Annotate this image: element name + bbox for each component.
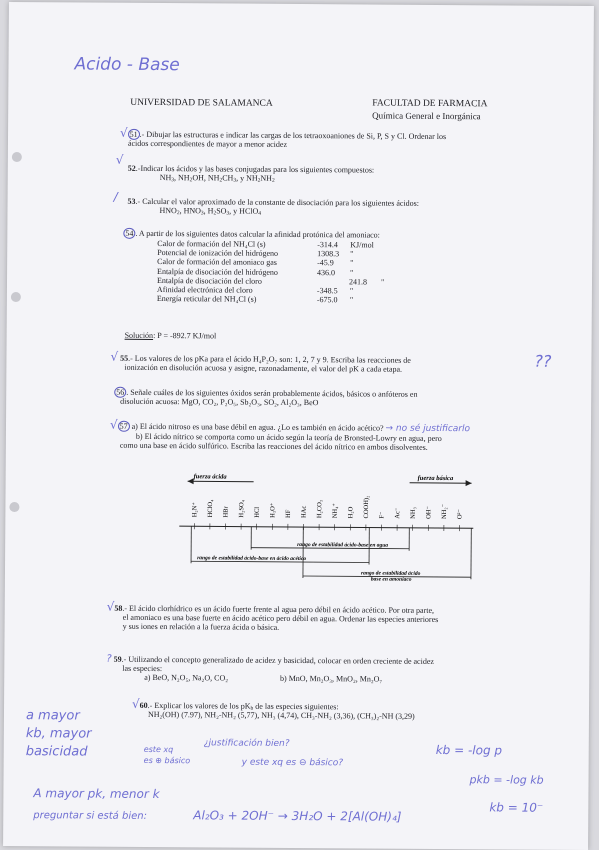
species-label: NH₃ xyxy=(410,507,417,519)
question-53: 53.- Calcular el valor aproximado de la constante de disociación para los siguientes ácidos: $HNO_2$, $HNO_3$, $H_2SO_3$, y HClO$_4$ xyxy=(127,197,419,217)
species-label: OH⁻ xyxy=(425,506,432,519)
note-kb-formula: kb = -log p xyxy=(436,743,502,757)
question-58: √58.- El ácido clorhídrico es un ácido fuerte frente al agua pero débil en ácido acético. Por otra parte, el amoniaco es una base fuerte en ácido acético pero débil en agua. Ordenar las especies anteriores y sus iones en relación a la fuerza ácida o básica. xyxy=(107,603,439,634)
species-label: Ac⁻ xyxy=(394,507,401,519)
note-este-xq: este xq xyxy=(144,745,174,754)
data-labels: Calor de formación del NH₄Cl (s) Potencial de ionización del hidrógeno Calor de formación del amoniaco gas Entalpía de disociación del hidrógeno Entalpía de disociación del cloro Afinidad electrónica del cloro Energía reticular del NH₄Cl (s) xyxy=(157,239,278,304)
question-52: 52.-Indicar los ácidos y las bases conjugadas para los siguientes compuestos: $NH_3$, $NH_2OH$, $NH_2CH_3$, y $NH_2NH_2$ xyxy=(128,164,375,184)
species-label: HF xyxy=(285,509,292,518)
range-ammonia-2: base en amoniaco xyxy=(371,577,412,583)
data-values: -314.4 1308.3 -45.9 436.0 241.8 -348.5 -675.0 xyxy=(317,240,367,305)
question-57: √ 57 a) El ácido nitroso es una base débil en agua. ¿Lo es también en ácido acético? → no sé justificarlo b) El ácido nítrico se comporta como un ácido según la teoría de Bronsted-Lowry en agua, pero como una base en ácido sulfúrico. Escriba las reacciones del ácido nítrico en ambos disolventes. xyxy=(110,421,470,453)
label-base-strength: fuerza básica xyxy=(418,475,454,482)
note-reaction: Al₂O₃ + 2OH⁻ → 3H₂O + 2[Al(OH)₄] xyxy=(193,808,401,823)
species-label: O²⁻ xyxy=(457,508,464,519)
note-basicidad: basicidad xyxy=(26,744,88,759)
species-label: HAc xyxy=(301,506,308,518)
note-a-mayor: a mayor xyxy=(26,708,80,723)
question-60: √60.- Explicar los valores de los $pK_b$ de las especies siguientes: NH₂(OH) (7.97), NH₂-NH₂ (5,77), NH₃ (4,74), CH₃-NH₂ (3,36), (CH₃)₂-NH (3,29) xyxy=(132,700,415,721)
species-label: H₃O⁺ xyxy=(269,502,276,518)
note-kb-power: kb = 10⁻ xyxy=(489,800,543,814)
note-preguntar: preguntar si está bien: xyxy=(33,810,147,822)
species-label: H₂O xyxy=(347,506,354,518)
species-label: NH₄⁺ xyxy=(332,503,339,519)
species-label: HClO₄ xyxy=(207,499,214,518)
species-label: NH₂⁻ xyxy=(441,503,448,519)
faculty-name: FACULTAD DE FARMACIA xyxy=(372,100,487,110)
q57-note: → no sé justificarlo xyxy=(386,424,471,435)
species-label: H₂SO₄ xyxy=(238,499,245,517)
note-pkb-formula: pkb = -log kb xyxy=(469,773,543,787)
note-menos-basico: y este xq es ⊖ básico? xyxy=(242,758,343,769)
range-acetic: rango de estabilidad ácido-base en ácido acético xyxy=(197,555,306,562)
note-kb-mayor: kb, mayor xyxy=(26,726,92,741)
note-a-mayor-pk: A mayor pk, menor k xyxy=(33,786,159,801)
note-justificacion: ¿justificación bien? xyxy=(204,738,290,749)
note-mas-basico: es ⊕ básico xyxy=(144,756,191,765)
species-label: HCl xyxy=(254,507,261,518)
species-label: HBr xyxy=(223,505,230,517)
species-label: H₂CO₃ xyxy=(316,500,323,518)
question-55: √ 55.- Los valores de los pKa para el ácido H₄P₂O₇ son: 1, 2, 7 y 9. Escriba las reacciones de ionización en disolución acuosa y asigne, razonadamente, el valor del pK a cada etapa. xyxy=(110,353,411,375)
range-ammonia: rango de estabilidad ácido xyxy=(361,570,421,576)
range-water: rango de estabilidad ácido-base en agua xyxy=(297,542,388,549)
course-name: Química General e Inorgánica xyxy=(372,112,481,122)
species-label: F⁻ xyxy=(379,511,386,519)
data-units: KJ/mol " " " " " " xyxy=(350,240,385,305)
solution-54: Solución: P = -892.7 KJ/mol xyxy=(125,331,217,341)
question-54: 54 . A partir de los siguientes datos calcular la afinidad protónica del amoniaco: xyxy=(123,229,380,240)
label-acid-strength: fuerza ácida xyxy=(194,473,228,480)
check-mark: / xyxy=(114,190,118,204)
question-marks-note: ?? xyxy=(534,352,551,371)
check-mark: √ xyxy=(116,153,124,167)
handwritten-title: Acido - Base xyxy=(74,54,179,75)
question-59: ? 59.- Utilizando el concepto generalizado de acidez y basicidad, colocar en orden creciente de acidez las especies: a) BeO, N₂O₅, Na₂O, CO₂ b) MnO, Mn₂O₃, MnO₂, Mn₂O₇ xyxy=(106,655,434,685)
species-label: COOH)₂ xyxy=(363,496,370,519)
exam-sheet xyxy=(3,2,594,850)
acid-base-diagram xyxy=(171,471,482,593)
university-name: UNIVERSIDAD DE SALAMANCA xyxy=(130,99,273,109)
species-label: H₂N⁺ xyxy=(191,502,198,518)
question-51: √ 51 .- Dibujar las estructuras e indicar las cargas de los tetraoxoaniones de Si, P, S y Cl. Ordenar los ácidos correspondientes de mayor a menor acidez xyxy=(120,129,446,151)
punch-holes xyxy=(9,2,594,6)
question-56: 56 . Señale cuáles de los siguientes óxidos serán probablemente ácidos, básicos o anfóteros en disolución acuosa: MgO, CO₂, P₂O₅, Sb₂O₃, SO₂, Al₂O₃, BeO xyxy=(114,388,417,409)
